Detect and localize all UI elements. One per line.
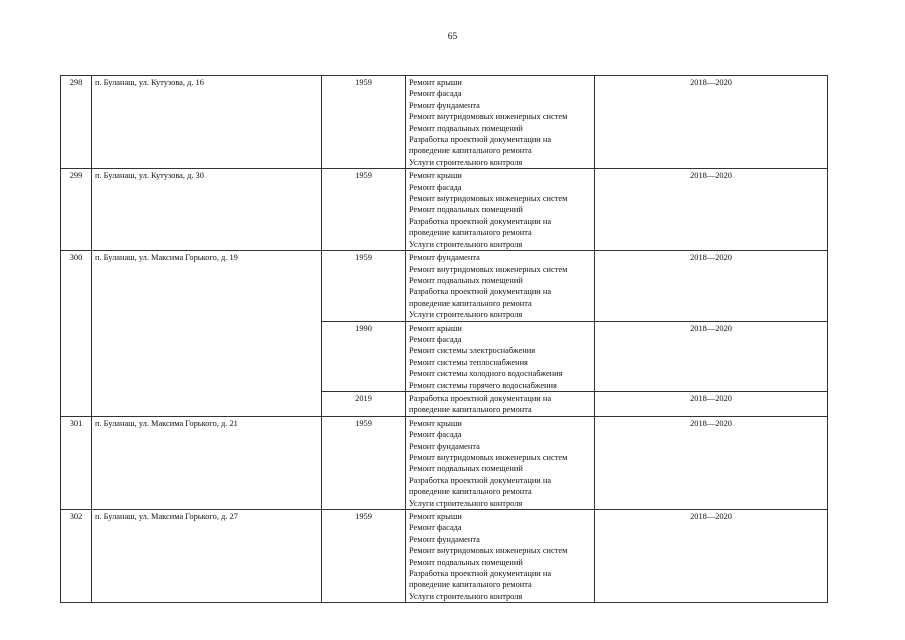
work-item: Ремонт фасада <box>409 334 462 344</box>
year-cell: 1990 <box>322 321 406 391</box>
works-cell <box>406 76 595 169</box>
work-item: Ремонт крыши <box>409 78 462 87</box>
work-item: Ремонт системы холодного водоснабжения <box>409 369 563 379</box>
work-item: Услуги строительного контроля <box>409 310 523 320</box>
work-item: Разработка проектной документации на <box>409 287 552 297</box>
period-cell: 2018—2020 <box>595 321 828 391</box>
work-item: Ремонт фундамента <box>409 253 480 263</box>
table-row <box>61 416 828 509</box>
year-cell: 1959 <box>322 251 406 321</box>
work-item: Ремонт фундамента <box>409 534 480 544</box>
year-cell: 1959 <box>322 76 406 169</box>
works-cell <box>406 391 595 416</box>
work-item: Ремонт крыши <box>409 418 462 428</box>
work-item: Ремонт фасада <box>409 430 462 440</box>
table-row <box>61 169 828 251</box>
work-item: Разработка проектной документации на <box>409 393 552 403</box>
work-item: проведение капитального ремонта <box>409 580 532 590</box>
period-cell: 2018—2020 <box>595 416 828 509</box>
row-number-cell: 298 <box>61 76 92 169</box>
work-item: Ремонт фасада <box>409 89 462 99</box>
period-cell: 2018—2020 <box>595 251 828 321</box>
work-item: проведение капитального ремонта <box>409 298 532 308</box>
work-item: Услуги строительного контроля <box>409 498 523 508</box>
works-cell <box>406 251 595 321</box>
work-item: Ремонт подвальных помещений <box>409 123 523 133</box>
work-item: Ремонт системы горячего водоснабжения <box>409 380 557 390</box>
work-item: проведение капитального ремонта <box>409 146 532 156</box>
year-cell: 1959 <box>322 510 406 603</box>
page-number: 65 <box>447 32 458 42</box>
row-number-cell: 299 <box>61 169 92 251</box>
work-item: Ремонт внутридомовых инженерных систем <box>409 453 568 462</box>
work-item: Ремонт фасада <box>409 523 462 533</box>
period-cell: 2018—2020 <box>595 76 828 169</box>
work-item: Ремонт подвальных помещений <box>409 205 523 215</box>
work-item: проведение капитального ремонта <box>409 405 532 415</box>
work-item: Услуги строительного контроля <box>409 157 523 167</box>
work-item: проведение капитального ремонта <box>409 228 532 238</box>
row-number-cell: 302 <box>61 510 92 603</box>
works-cell <box>406 169 595 251</box>
address-cell: п. Буланаш, ул. Кутузова, д. 16 <box>92 76 322 169</box>
work-item: Разработка проектной документации на <box>409 569 552 579</box>
capital-repair-table <box>60 75 828 603</box>
row-number-cell: 301 <box>61 416 92 509</box>
address-cell: п. Буланаш, ул. Кутузова, д. 30 <box>92 169 322 251</box>
work-item: Услуги строительного контроля <box>409 591 523 601</box>
work-item: Ремонт внутридомовых инженерных систем <box>409 194 568 204</box>
address-cell: п. Буланаш, ул. Максима Горького, д. 19 <box>92 251 322 417</box>
address-cell: п. Буланаш, ул. Максима Горького, д. 27 <box>92 510 322 603</box>
table-body <box>61 76 828 603</box>
work-item: Ремонт внутридомовых инженерных систем <box>409 546 568 556</box>
period-cell: 2018—2020 <box>595 169 828 251</box>
work-item: Разработка проектной документации на <box>409 216 552 226</box>
work-item: Ремонт фундамента <box>409 441 480 451</box>
work-item: Ремонт фундамента <box>409 100 480 110</box>
table-row <box>61 251 828 321</box>
work-item: Ремонт системы электроснабжения <box>409 346 536 356</box>
work-item: Ремонт системы теплоснабжения <box>409 357 528 367</box>
year-cell: 1959 <box>322 169 406 251</box>
year-cell: 2019 <box>322 391 406 416</box>
works-cell <box>406 321 595 391</box>
works-cell <box>406 416 595 509</box>
work-item: Ремонт подвальных помещений <box>409 557 523 567</box>
work-item: Ремонт крыши <box>409 171 462 181</box>
work-item: Ремонт крыши <box>409 512 462 522</box>
work-item: проведение капитального ремонта <box>409 487 532 497</box>
work-item: Ремонт крыши <box>409 323 462 333</box>
work-item: Ремонт внутридомовых инженерных систем <box>409 264 568 274</box>
address-cell: п. Буланаш, ул. Максима Горького, д. 21 <box>92 416 322 509</box>
work-item: Разработка проектной документации на <box>409 475 552 485</box>
work-item: Услуги строительного контроля <box>409 239 523 249</box>
work-item: Ремонт подвальных помещений <box>409 464 523 474</box>
work-item: Ремонт подвальных помещений <box>409 275 523 285</box>
work-item: Ремонт фасада <box>409 182 462 192</box>
table-row <box>61 510 828 603</box>
table-row <box>61 76 828 169</box>
work-item: Разработка проектной документации на <box>409 135 552 145</box>
year-cell: 1959 <box>322 416 406 509</box>
works-cell <box>406 510 595 603</box>
period-cell: 2018—2020 <box>595 391 828 416</box>
work-item: Ремонт внутридомовых инженерных систем <box>409 112 568 122</box>
row-number-cell: 300 <box>61 251 92 417</box>
period-cell: 2018—2020 <box>595 510 828 603</box>
